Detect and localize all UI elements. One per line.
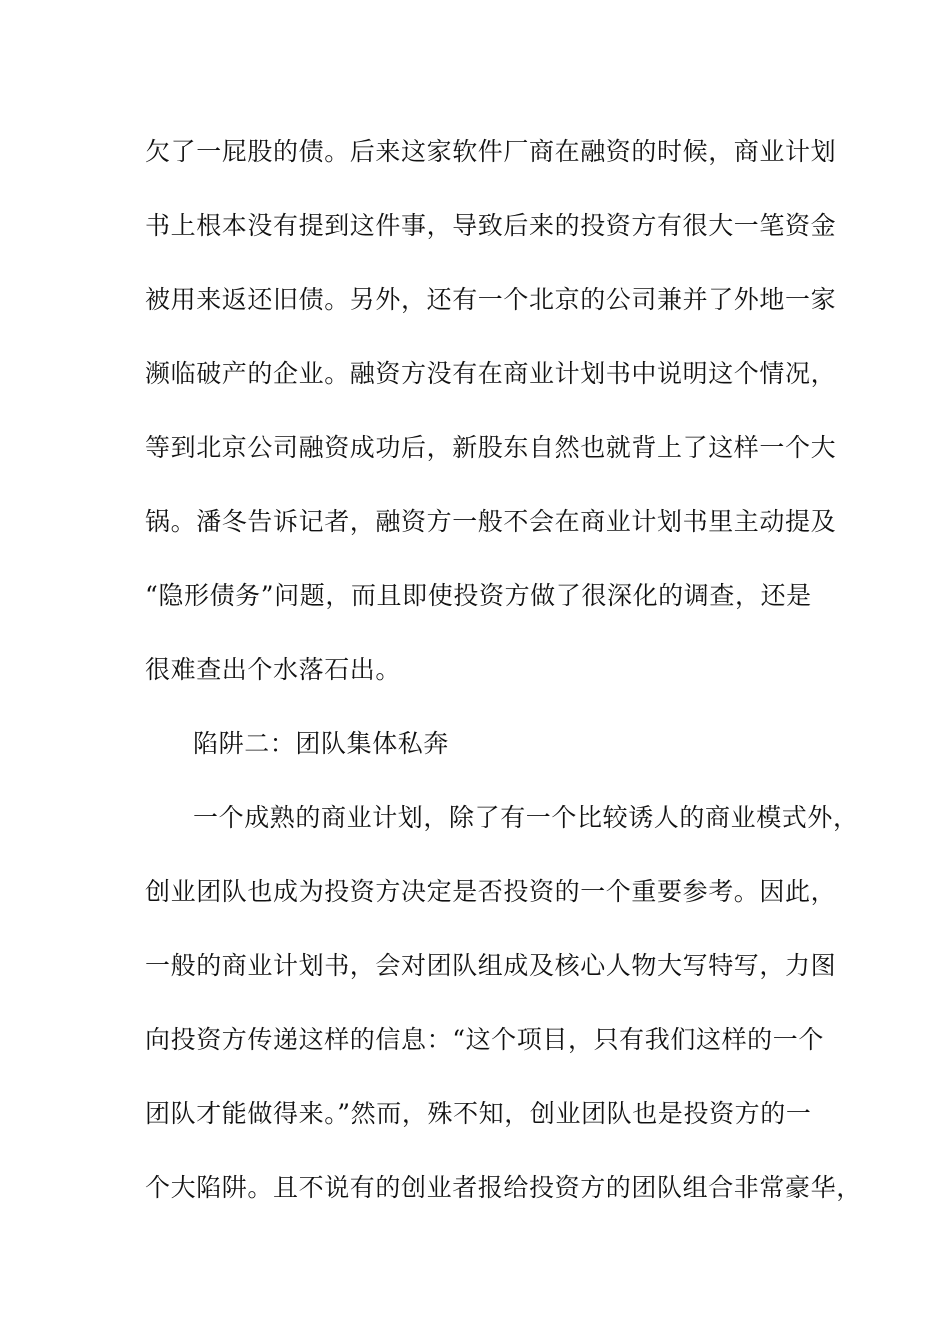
text-line: “隐形债务”问题，而且即使投资方做了很深化的调查，还是	[145, 581, 812, 610]
text-line: 锅。潘冬告诉记者，融资方一般不会在商业计划书里主动提及	[145, 507, 837, 536]
text-line: 书上根本没有提到这件事，导致后来的投资方有很大一笔资金	[145, 211, 837, 240]
text-line: 等到北京公司融资成功后，新股东自然也就背上了这样一个大	[145, 433, 837, 462]
section-heading: 陷阱二：团队集体私奔	[193, 729, 450, 758]
text-line: 个大陷阱。且不说有的创业者报给投资方的团队组合非常豪华，	[145, 1173, 862, 1202]
text-line: 欠了一屁股的债。后来这家软件厂商在融资的时候，商业计划	[145, 137, 837, 166]
text-line: 一个成熟的商业计划，除了有一个比较诱人的商业模式外，	[193, 803, 859, 832]
body-text	[145, 130, 862, 1240]
text-line: 被用来返还旧债。另外，还有一个北京的公司兼并了外地一家	[145, 285, 837, 314]
text-line: 团队才能做得来。”然而，殊不知，创业团队也是投资方的一	[145, 1099, 812, 1128]
text-line: 濒临破产的企业。融资方没有在商业计划书中说明这个情况，	[145, 359, 837, 388]
text-line: 一般的商业计划书，会对团队组成及核心人物大写特写，力图	[145, 951, 837, 980]
text-line: 创业团队也成为投资方决定是否投资的一个重要参考。因此，	[145, 877, 837, 906]
text-line: 向投资方传递这样的信息：“这个项目，只有我们这样的一个	[145, 1025, 824, 1054]
text-line: 很难查出个水落石出。	[145, 655, 402, 684]
